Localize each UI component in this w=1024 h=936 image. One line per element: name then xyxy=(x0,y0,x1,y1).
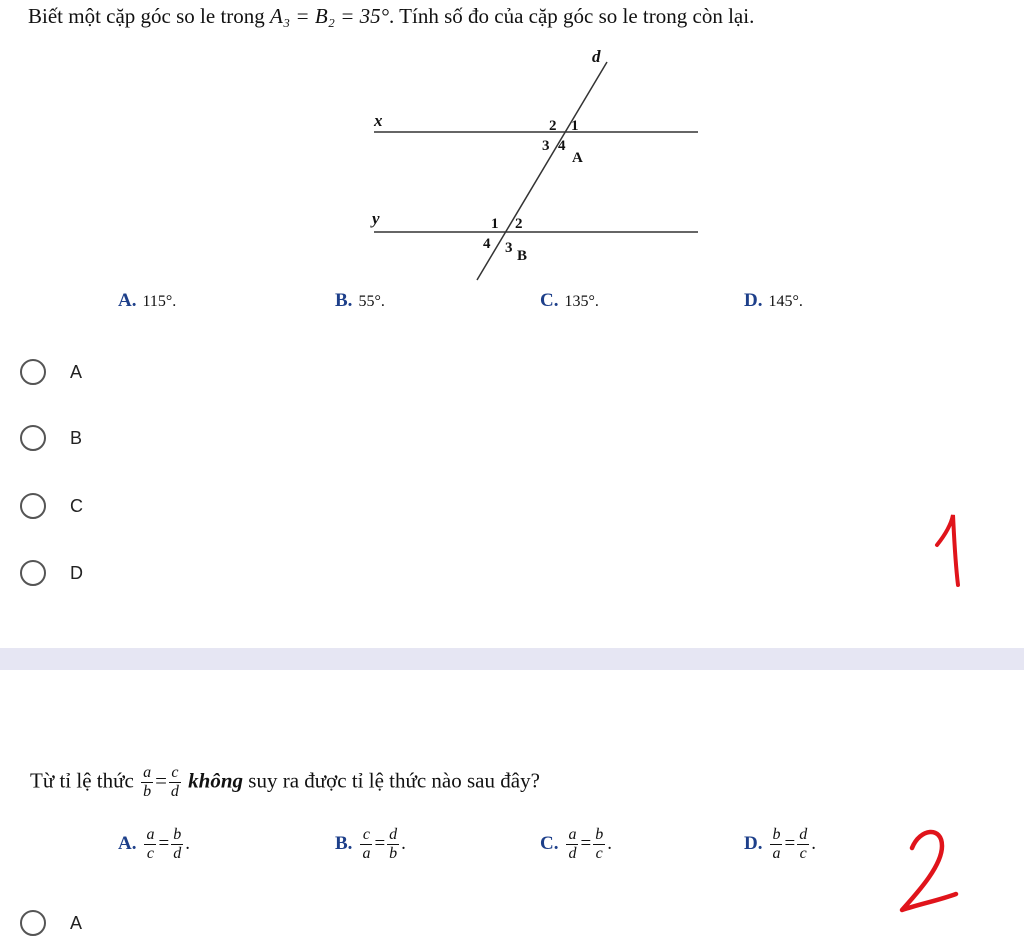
angle-b-4: 4 xyxy=(483,236,491,252)
q1-choice-b[interactable] xyxy=(20,425,82,451)
q1-option-a xyxy=(118,290,176,312)
label-d: d xyxy=(592,47,601,66)
angle-a-2: 2 xyxy=(549,118,557,134)
line-d xyxy=(477,62,607,280)
q1-option-b xyxy=(335,290,385,312)
q1-option-a-value: 115°. xyxy=(142,293,177,310)
point-a-label: A xyxy=(572,150,583,166)
question-2-prefix: Từ tỉ lệ thức xyxy=(30,768,134,793)
q2-option-a: A. $\frac{a}{c}$ = $\frac{b}{d}$ . xyxy=(118,826,190,862)
question-2-emphasis: không xyxy=(188,768,244,793)
angle-a-3: 3 xyxy=(542,138,550,154)
q1-choice-a[interactable] xyxy=(20,359,82,385)
question-1-math: A₃ = B₂ = 35° xyxy=(270,4,390,28)
question-1-prefix: Biết một cặp góc so le trong xyxy=(28,4,265,28)
q1-choice-a-label: A xyxy=(70,361,83,382)
q2-choice-a-label: A xyxy=(70,912,83,933)
point-b-label: B xyxy=(517,248,528,264)
q1-option-d-value: 145°. xyxy=(768,293,803,310)
angle-b-1: 1 xyxy=(491,216,499,232)
question-divider xyxy=(0,648,1024,670)
q1-option-b-letter: B. xyxy=(335,290,353,311)
question-1-text xyxy=(28,4,754,29)
angle-a-4: 4 xyxy=(558,138,566,154)
parallel-lines-diagram xyxy=(360,40,705,290)
question-1-suffix: . Tính số đo của cặp góc so le trong còn lại. xyxy=(389,4,755,28)
angle-b-3: 3 xyxy=(505,240,513,256)
fraction-c-over-d: $\frac{c}{d}$ xyxy=(170,764,179,800)
q1-choice-c[interactable] xyxy=(20,493,83,519)
q2-option-c: C. $\frac{a}{d}$ = $\frac{b}{c}$ . xyxy=(540,826,612,862)
label-y: y xyxy=(372,209,380,228)
radio-button-a-q2[interactable] xyxy=(20,910,46,936)
q1-option-a-letter: A. xyxy=(118,290,137,311)
radio-button-d[interactable] xyxy=(20,560,46,586)
equals-sign: = xyxy=(155,768,167,793)
radio-button-b[interactable] xyxy=(20,425,46,451)
q1-option-c xyxy=(540,290,599,312)
handwritten-number-2 xyxy=(890,820,970,920)
q2-option-d: D. $\frac{b}{a}$ = $\frac{d}{c}$ . xyxy=(744,826,816,862)
q1-choice-b-label: B xyxy=(70,427,83,448)
q1-choice-d-label: D xyxy=(70,562,83,583)
question-2-text xyxy=(30,764,540,801)
question-2-suffix: suy ra được tỉ lệ thức nào sau đây? xyxy=(248,768,540,793)
q1-choice-d[interactable] xyxy=(20,560,83,586)
label-x: x xyxy=(374,111,383,130)
q1-option-c-value: 135°. xyxy=(564,293,599,310)
q1-option-b-value: 55°. xyxy=(358,293,385,310)
q2-option-b: B. $\frac{c}{a}$ = $\frac{d}{b}$ . xyxy=(335,826,406,862)
q1-option-c-letter: C. xyxy=(540,290,559,311)
radio-button-a[interactable] xyxy=(20,359,46,385)
q1-option-d xyxy=(744,290,803,312)
q1-choice-c-label: C xyxy=(70,495,83,516)
handwritten-number-1 xyxy=(925,505,975,595)
angle-a-1: 1 xyxy=(571,118,579,134)
radio-button-c[interactable] xyxy=(20,493,46,519)
q2-choice-a[interactable] xyxy=(20,910,82,936)
angle-b-2: 2 xyxy=(515,216,523,232)
fraction-a-over-b: $\frac{a}{b}$ xyxy=(143,764,152,800)
q1-option-d-letter: D. xyxy=(744,290,763,311)
